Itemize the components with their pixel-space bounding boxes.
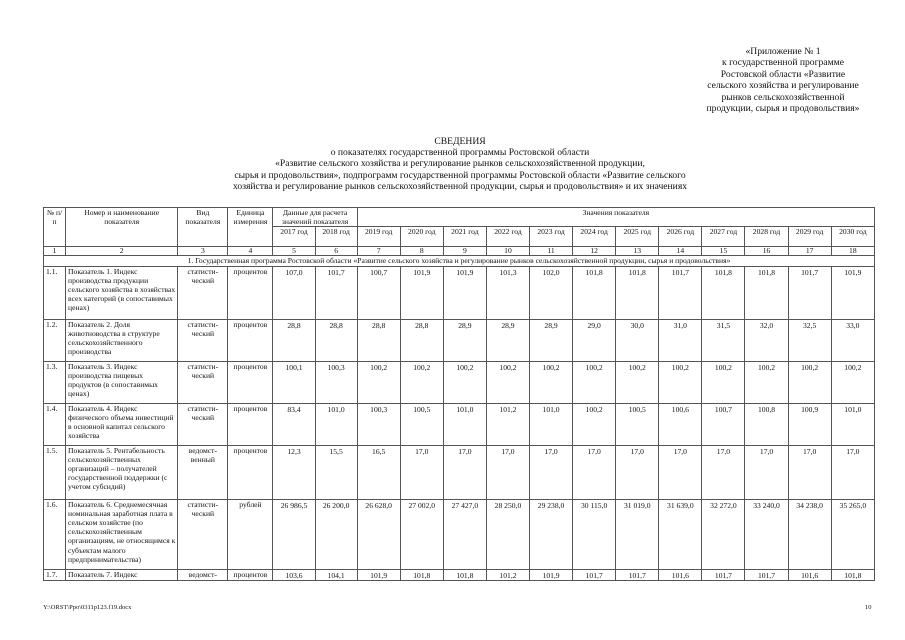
indicator-value: 101,0 [443,403,486,445]
column-number: 14 [659,247,702,256]
row-number: 1.1. [44,266,66,319]
header-values: Значения показателя [357,208,874,227]
indicator-value: 101,7 [702,569,745,580]
column-number: 3 [178,247,228,256]
column-number: 18 [831,247,874,256]
indicator-value: 17,0 [702,445,745,499]
table-row [44,499,875,569]
indicator-value: 32,5 [788,319,831,361]
indicator-value: 12,3 [273,445,315,499]
page-number: 10 [865,604,872,611]
appendix-line: к государственной программе [722,57,844,69]
indicator-kind: ведомст-венный [178,445,228,499]
indicator-value: 26 986,5 [273,499,315,569]
indicator-value: 101,0 [315,403,357,445]
indicator-value: 107,0 [273,266,315,319]
indicator-value: 101,7 [659,266,702,319]
column-number: 6 [315,247,357,256]
column-number: 7 [357,247,400,256]
indicator-value: 17,0 [443,445,486,499]
indicator-value: 28,9 [443,319,486,361]
indicator-unit: рублей [228,499,273,569]
indicator-value: 100,3 [315,361,357,403]
indicator-value: 26 628,0 [357,499,400,569]
indicator-value: 101,9 [831,266,874,319]
indicator-value: 28,8 [400,319,443,361]
indicator-unit: процентов [228,361,273,403]
indicator-value: 103,6 [273,569,315,580]
indicator-value: 101,8 [573,266,616,319]
indicator-name: Показатель 6. Среднемесячная номинальная заработная плата в сельском хозяйстве (по сельскохозяйственным организациям, не относящимся к субъектам малого предпринимательства) [66,499,178,569]
heading-line: сырья и продовольствия», подпрограмм государственной программы Ростовской области «Развитие сельского [234,169,686,181]
indicator-value: 17,0 [400,445,443,499]
table-row [44,266,875,319]
indicator-unit: процентов [228,319,273,361]
indicator-value: 100,5 [616,403,659,445]
column-number: 10 [486,247,529,256]
year-header: 2019 год [357,227,400,247]
heading-line: хозяйства и регулирование рынков сельскохозяйственной продукции, сырья и продовольствия» и их значениях [232,180,688,192]
indicator-name: Показатель 2. Доля животноводства в структуре сельскохозяйственного производства [66,319,178,361]
indicator-value: 34 238,0 [788,499,831,569]
column-number: 8 [400,247,443,256]
indicator-value: 26 200,0 [315,499,357,569]
appendix-line: рынков сельскохозяйственной [721,91,845,103]
header-name: Номер и наименование показателя [66,208,178,247]
row-number: 1.5. [44,445,66,499]
indicator-value: 101,7 [616,569,659,580]
indicator-value: 101,9 [443,266,486,319]
indicator-value: 28,8 [273,319,315,361]
indicators-table [43,207,875,581]
indicator-unit: процентов [228,403,273,445]
indicator-value: 28,9 [486,319,529,361]
indicator-value: 100,7 [357,266,400,319]
indicator-value: 101,7 [788,266,831,319]
indicator-value: 100,2 [443,361,486,403]
column-number: 4 [228,247,273,256]
indicator-value: 17,0 [745,445,788,499]
indicator-unit: процентов [228,266,273,319]
indicator-value: 101,6 [788,569,831,580]
column-number: 16 [745,247,788,256]
table-row [44,445,875,499]
column-numbers-row [44,247,875,256]
indicator-kind: статисти-ческий [178,361,228,403]
indicator-value: 101,8 [616,266,659,319]
indicator-value: 32 272,0 [702,499,745,569]
indicator-value: 100,2 [486,361,529,403]
indicator-value: 17,0 [573,445,616,499]
indicator-value: 28,9 [530,319,573,361]
indicator-value: 28,8 [315,319,357,361]
indicator-value: 101,6 [659,569,702,580]
indicator-value: 101,2 [486,569,529,580]
row-number: 1.2. [44,319,66,361]
year-header: 2025 год [616,227,659,247]
base-year-header: 2017 год [273,227,315,247]
document-title: СВЕДЕНИЯ [434,136,486,147]
indicator-name: Показатель 1. Индекс производства продукции сельского хозяйства в хозяйствах всех категорий (в сопоставимых ценах) [66,266,178,319]
indicator-kind: статисти-ческий [178,403,228,445]
row-number: 1.3. [44,361,66,403]
indicator-name: Показатель 4. Индекс физического объема инвестиций в основной капитал сельского хозяйства [66,403,178,445]
indicator-value: 104,1 [315,569,357,580]
appendix-line: продукции, сырья и продовольствия» [706,103,860,115]
indicator-value: 101,8 [702,266,745,319]
indicator-value: 100,3 [357,403,400,445]
year-header: 2022 год [486,227,529,247]
indicator-kind: ведомст- [178,569,228,580]
indicator-value: 101,9 [400,266,443,319]
heading-line: «Развитие сельского хозяйства и регулирование рынков сельскохозяйственной продукции, [275,158,645,170]
indicator-value: 100,2 [530,361,573,403]
indicator-value: 102,0 [530,266,573,319]
indicator-value: 35 265,0 [831,499,874,569]
indicator-value: 29 238,0 [530,499,573,569]
column-number: 12 [573,247,616,256]
indicator-value: 101,9 [530,569,573,580]
indicator-value: 27 427,0 [443,499,486,569]
indicator-value: 17,0 [659,445,702,499]
indicator-value: 33 240,0 [745,499,788,569]
column-number: 17 [788,247,831,256]
year-header: 2023 год [530,227,573,247]
indicator-value: 100,2 [745,361,788,403]
indicator-kind: статисти-ческий [178,266,228,319]
base-year-header: 2018 год [315,227,357,247]
indicator-value: 101,7 [573,569,616,580]
indicator-value: 17,0 [486,445,529,499]
year-header: 2026 год [659,227,702,247]
indicator-unit: процентов [228,569,273,580]
indicator-value: 100,6 [659,403,702,445]
year-header: 2024 год [573,227,616,247]
indicator-value: 101,8 [400,569,443,580]
indicator-value: 100,2 [788,361,831,403]
row-number: 1.7. [44,569,66,580]
section-title: 1. Государственная программа Ростовской области «Развитие сельского хозяйства и регулирование рынков сельскохозяйственной продукции, сырья и продовольствия» [44,256,875,266]
column-number: 11 [530,247,573,256]
table-row [44,403,875,445]
year-header: 2029 год [788,227,831,247]
indicator-value: 100,2 [400,361,443,403]
year-header: 2020 год [400,227,443,247]
indicator-value: 100,9 [788,403,831,445]
indicator-value: 100,2 [831,361,874,403]
header-kind: Вид показателя [178,208,228,247]
column-number: 1 [44,247,66,256]
indicator-value: 101,7 [745,569,788,580]
file-path: Y:\ORST\Ppo\0311p123.f19.docx [43,604,132,611]
indicator-name: Показатель 5. Рентабельность сельскохозяйственных организаций – получателей государственной поддержки (с учетом субсидий) [66,445,178,499]
indicator-name: Показатель 7. Индекс [66,569,178,580]
appendix-line: Ростовской области «Развитие [720,68,846,80]
indicator-kind: статисти-ческий [178,319,228,361]
column-number: 13 [616,247,659,256]
indicator-value: 100,2 [573,361,616,403]
indicator-value: 100,7 [702,403,745,445]
indicator-value: 15,5 [315,445,357,499]
indicator-name: Показатель 3. Индекс производства пищевых продуктов (в сопоставимых ценах) [66,361,178,403]
appendix-line: «Приложение № 1 [745,46,821,57]
indicator-value: 31 019,0 [616,499,659,569]
indicator-value: 101,3 [486,266,529,319]
indicator-value: 101,0 [831,403,874,445]
indicator-value: 101,8 [831,569,874,580]
indicator-value: 17,0 [788,445,831,499]
indicator-value: 101,9 [357,569,400,580]
document-heading [150,136,770,192]
indicator-value: 28,8 [357,319,400,361]
header-unit: Единица измерения [228,208,273,247]
indicator-value: 30,0 [616,319,659,361]
indicator-value: 100,8 [745,403,788,445]
indicator-value: 31,0 [659,319,702,361]
indicator-value: 17,0 [530,445,573,499]
indicator-kind: статисти-ческий [178,499,228,569]
header-num: № п/п [44,208,66,247]
column-number: 5 [273,247,315,256]
column-number: 2 [66,247,178,256]
indicator-value: 33,0 [831,319,874,361]
indicator-value: 100,1 [273,361,315,403]
indicator-value: 100,2 [616,361,659,403]
indicator-value: 31 639,0 [659,499,702,569]
indicator-value: 100,2 [357,361,400,403]
indicator-value: 30 115,0 [573,499,616,569]
indicator-value: 16,5 [357,445,400,499]
heading-line: о показателях государственной программы Ростовской области [330,147,590,159]
indicator-value: 101,7 [315,266,357,319]
table-row [44,319,875,361]
indicator-unit: процентов [228,445,273,499]
indicator-value: 101,8 [745,266,788,319]
year-header: 2030 год [831,227,874,247]
indicator-value: 100,5 [400,403,443,445]
indicator-value: 17,0 [616,445,659,499]
appendix-note [690,46,876,114]
table-row [44,361,875,403]
indicator-value: 101,8 [443,569,486,580]
indicator-value: 101,2 [486,403,529,445]
year-header: 2027 год [702,227,745,247]
year-header: 2021 год [443,227,486,247]
header-base: Данные для расчета значений показателя [273,208,357,227]
appendix-line: сельского хозяйства и регулирование [707,80,859,92]
indicator-value: 101,0 [530,403,573,445]
row-number: 1.4. [44,403,66,445]
indicator-value: 100,2 [659,361,702,403]
indicator-value: 29,0 [573,319,616,361]
indicator-value: 32,0 [745,319,788,361]
year-header: 2028 год [745,227,788,247]
row-number: 1.6. [44,499,66,569]
section-row [44,256,875,266]
indicator-value: 28 250,0 [486,499,529,569]
column-number: 9 [443,247,486,256]
column-number: 15 [702,247,745,256]
indicator-value: 31,5 [702,319,745,361]
indicator-value: 83,4 [273,403,315,445]
table-row [44,569,875,580]
indicator-value: 27 002,0 [400,499,443,569]
indicator-value: 100,2 [573,403,616,445]
indicator-value: 17,0 [831,445,874,499]
indicator-value: 100,2 [702,361,745,403]
